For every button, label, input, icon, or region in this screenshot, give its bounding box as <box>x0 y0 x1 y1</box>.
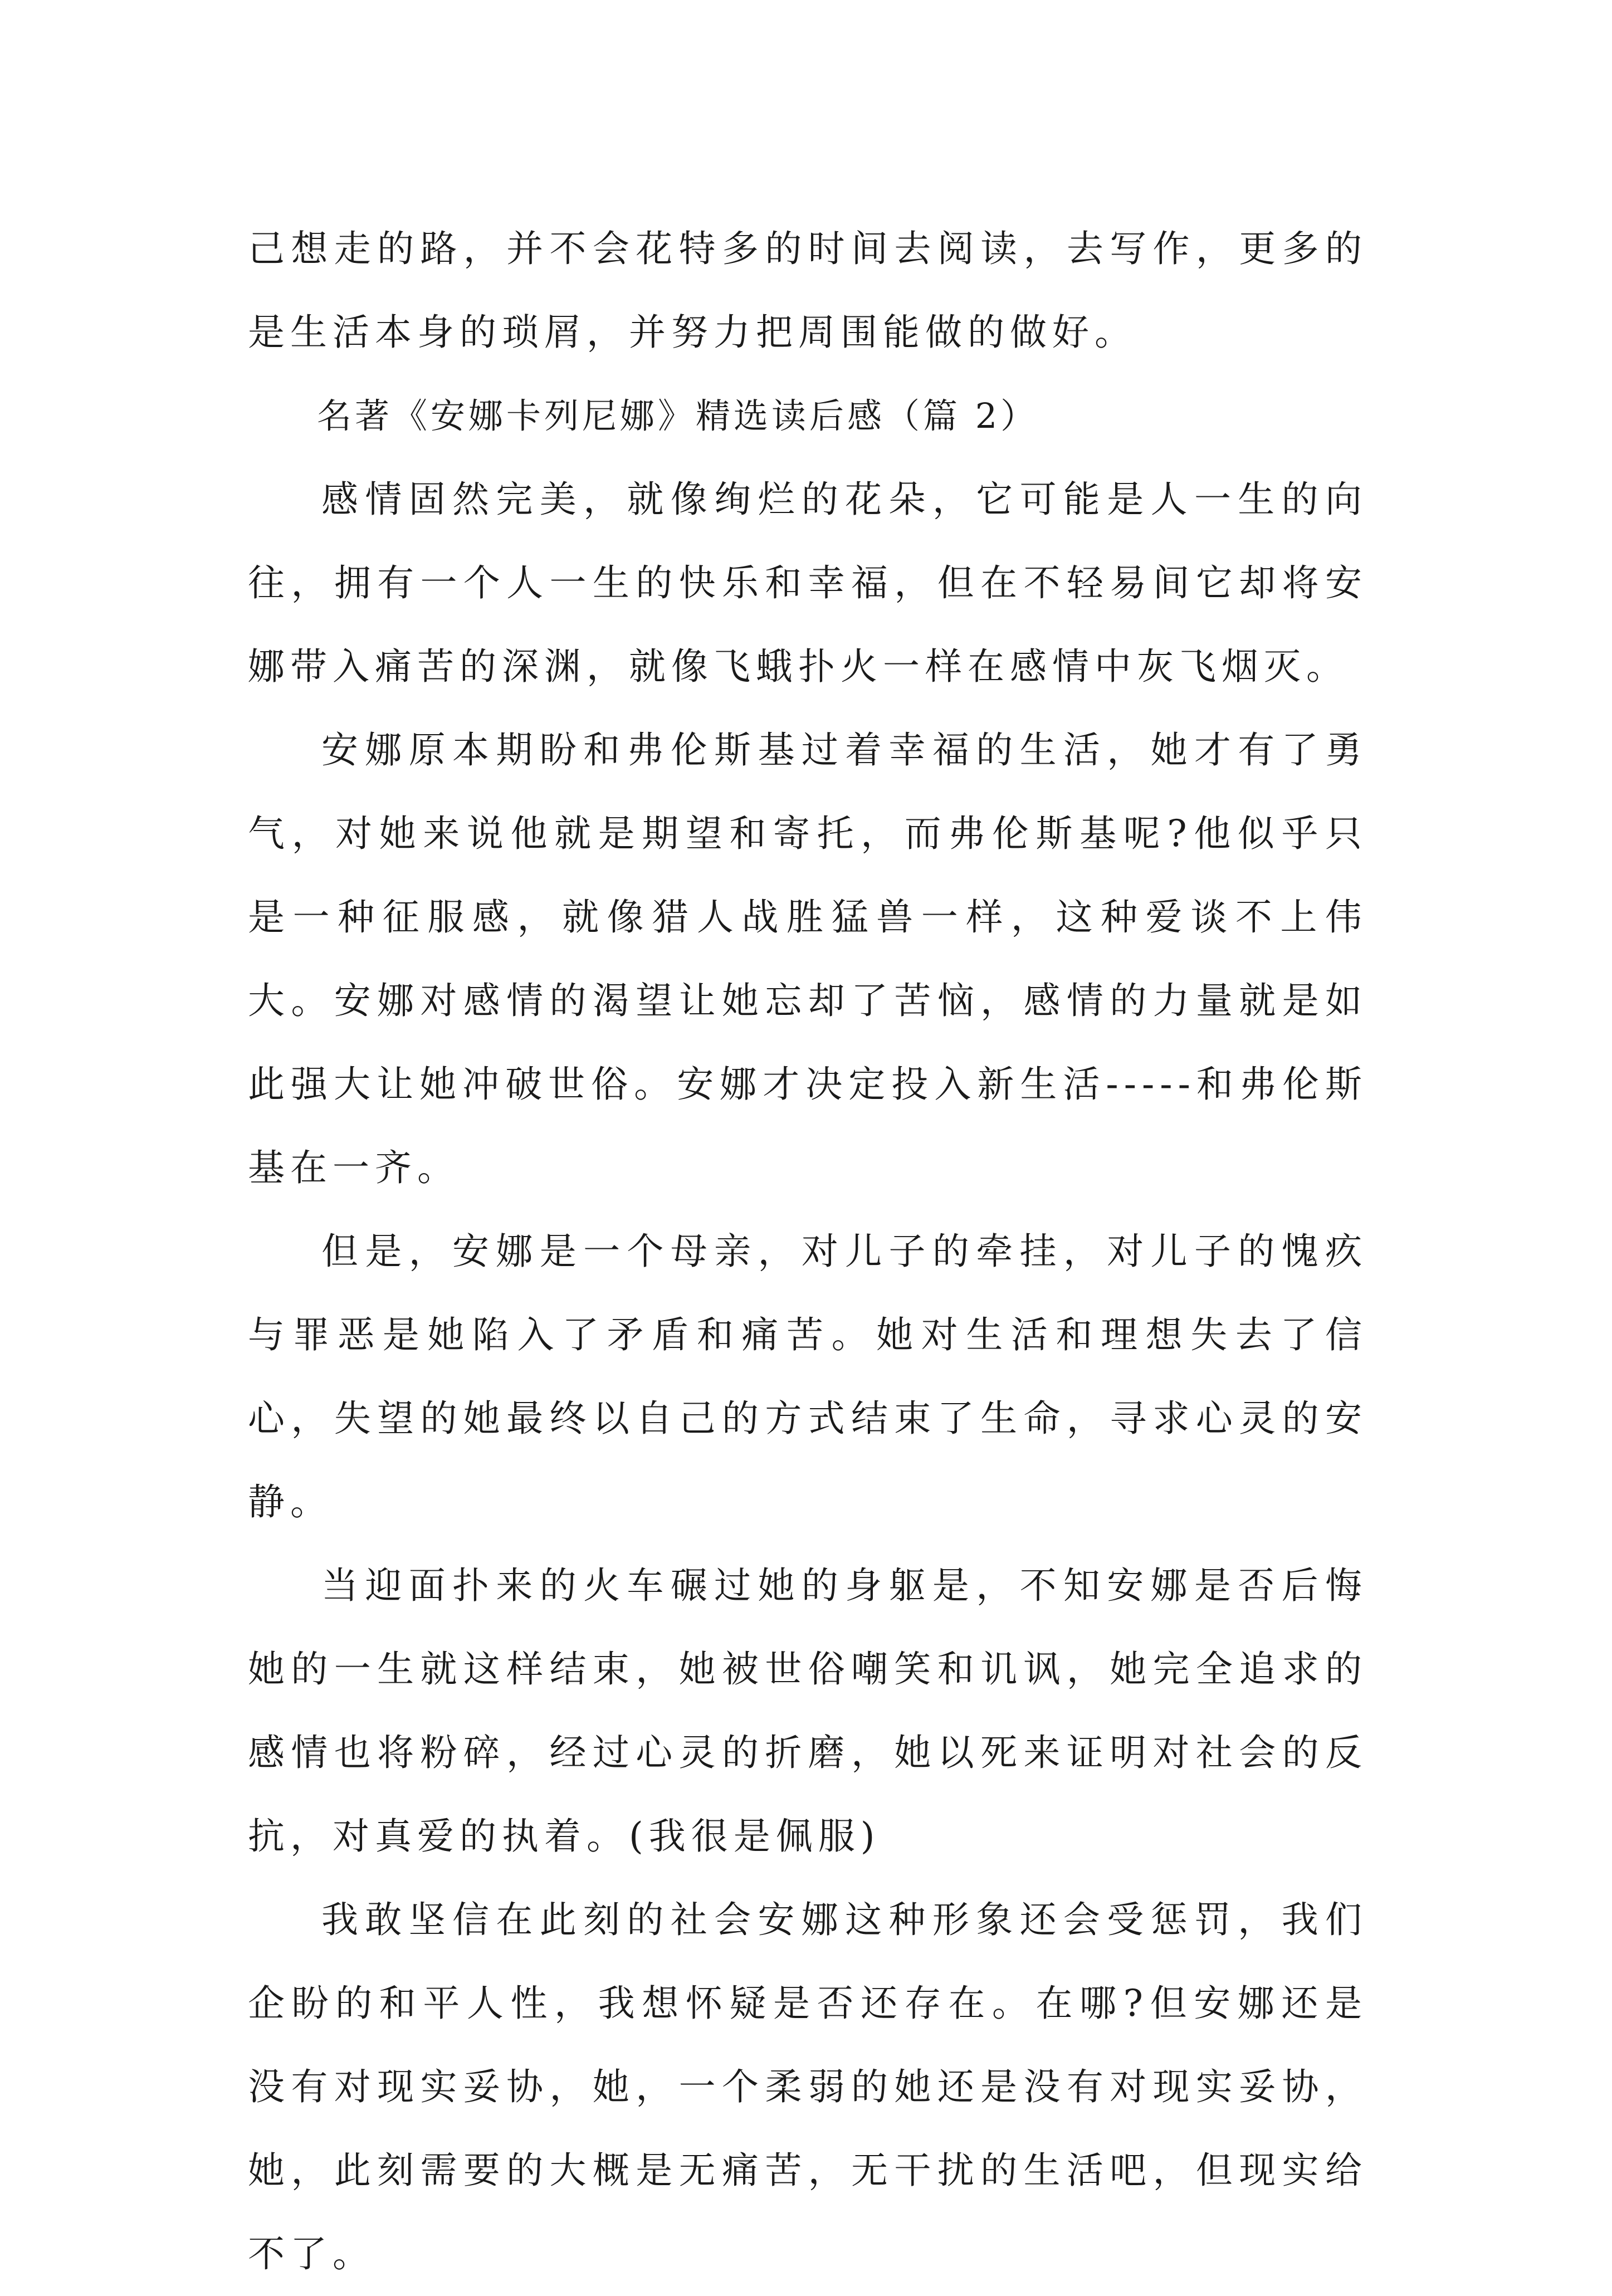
body-paragraph-3: 但是，安娜是一个母亲，对儿子的牵挂，对儿子的愧疚与罪恶是她陷入了矛盾和痛苦。她对生活和理想失去了信心，失望的她最终以自己的方式结束了生命，寻求心灵的安静。 <box>248 1230 1367 1523</box>
body-paragraph-1: 感情固然完美，就像绚烂的花朵，它可能是人一生的向往，拥有一个人一生的快乐和幸福，但在不轻易间它却将安娜带入痛苦的深渊，就像飞蛾扑火一样在感情中灰飞烟灭。 <box>248 478 1367 688</box>
body-paragraph-2: 安娜原本期盼和弗伦斯基过着幸福的生活，她才有了勇气，对她来说他就是期望和寄托，而弗伦斯基呢?他似乎只是一种征服感，就像猎人战胜猛兽一样，这种爱谈不上伟大。安娜对感情的渴望让她忘却了苦恼，感情的力量就是如此强大让她冲破世俗。安娜才决定投入新生活-----和弗伦斯基在一齐。 <box>248 729 1367 1189</box>
body-paragraph-4: 当迎面扑来的火车碾过她的身躯是，不知安娜是否后悔她的一生就这样结束，她被世俗嘲笑和讥讽，她完全追求的感情也将粉碎，经过心灵的折磨，她以死来证明对社会的反抗，对真爱的执着。(我很是佩服) <box>248 1564 1367 1858</box>
continuation-paragraph: 己想走的路，并不会花特多的时间去阅读，去写作，更多的是生活本身的琐屑，并努力把周围能做的做好。 <box>248 227 1367 354</box>
document-body <box>248 207 1367 2296</box>
section-heading: 名著《安娜卡列尼娜》精选读后感（篇 2） <box>317 395 1039 436</box>
body-paragraph-5: 我敢坚信在此刻的社会安娜这种形象还会受惩罚，我们企盼的和平人性，我想怀疑是否还存在。在哪?但安娜还是没有对现实妥协，她，一个柔弱的她还是没有对现实妥协，她，此刻需要的大概是无痛苦，无干扰的生活吧，但现实给不了。 <box>248 1898 1367 2275</box>
